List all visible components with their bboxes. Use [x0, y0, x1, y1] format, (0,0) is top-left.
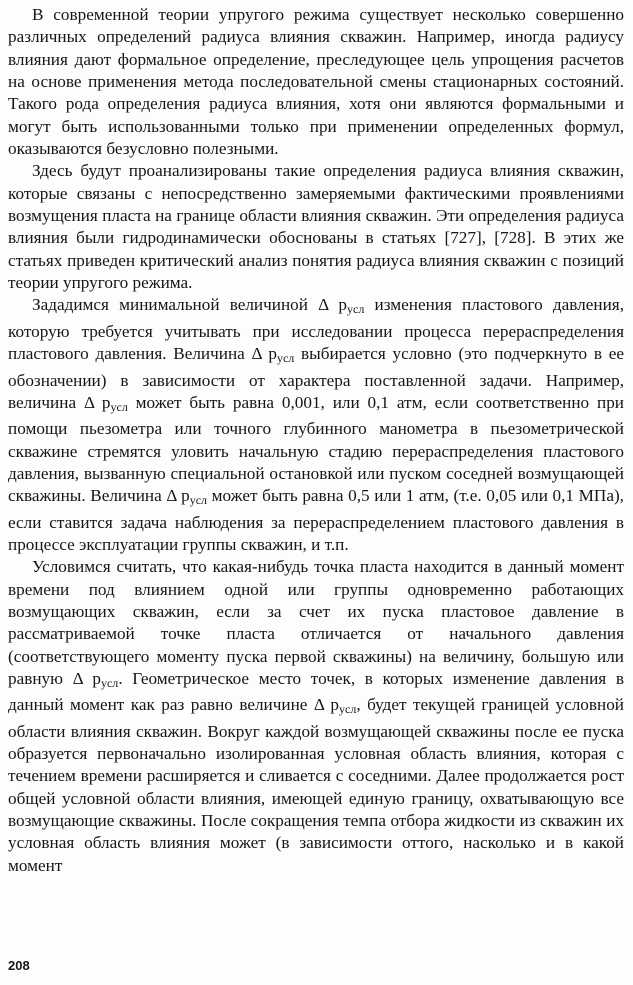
- paragraph-3: Зададимся минимальной величиной Δ $p_{усл}$ изменения пластового давления, которую требуется учитывать при исследовании процесса перераспределения пластового давления. Величина Δ $p_{усл}$ выбирается условно (это подчеркнуто в ее обозначении) в зависимости от характера поставленной задачи. Например, величина Δ $p_{усл}$ может быть равна 0,001, или 0,1 атм, если соответственно при помощи пьезометра или точного глубинного манометра в пьезометрической скважине стремятся уловить начальную стадию перераспределения пластового давления, вызванную специальной остановкой или пуском соседней возмущающей скважины. Величина Δ $p_{усл}$ может быть равна 0,5 или 1 атм, (т.е. 0,05 или 0,1 МПа), если ставится задача наблюдения за перераспределением пластового давления в процессе эксплуатации группы скважин, и т.п.: [8, 295, 624, 554]
- paragraph-2: Здесь будут проанализированы такие определения радиуса влияния скважин, которые связаны с непосредственно замеряемыми фактическими проявлениями возмущения пласта на границе области влияния скважин. Эти определения радиуса влияния были гидродинамически обоснованы в статьях [727], [728]. В этих же статьях приведен критический анализ понятия радиуса влияния скважин с позиций теории упругого режима.: [8, 161, 624, 293]
- page-number: 208: [8, 958, 30, 973]
- paragraph-4: Условимся считать, что какая-нибудь точка пласта находится в данный момент времени под влиянием одной или группы одновременно работающих возмущающих скважин, если за счет их пуска пластовое давление в рассматриваемой точке пласта отличается от начального давления (соответствующего моменту пуска первой скважины) на величину, большую или равную Δ $p_{усл}$. Геометрическое место точек, в которых изменение давления в данный момент как раз равно величине Δ $p_{усл}$, будет текущей границей условной области влияния скважин. Вокруг каждой возмущающей скважины после ее пуска образуется первоначально изолированная условная область влияния, которая с течением времени расширяется и сливается с соседними. Далее продолжается рост общей условной области влияния, имеющей единую границу, охватывающую все возмущающие скважины. После сокращения темпа отбора жидкости из скважин их условная область влияния может (в зависимости оттого, насколько и в какой момент: [8, 557, 624, 875]
- body-text: [8, 4, 624, 877]
- paragraph-1: В современной теории упругого режима существует несколько совершенно различных определений радиуса влияния скважин. Например, иногда радиусу влияния дают формальное определение, преследующее цель упрощения расчетов на основе применения метода последовательной смены стационарных состояний. Такого рода определения радиуса влияния, хотя они являются формальными и могут быть использованными только при применении определенных формул, оказываются безусловно полезными.: [8, 5, 624, 159]
